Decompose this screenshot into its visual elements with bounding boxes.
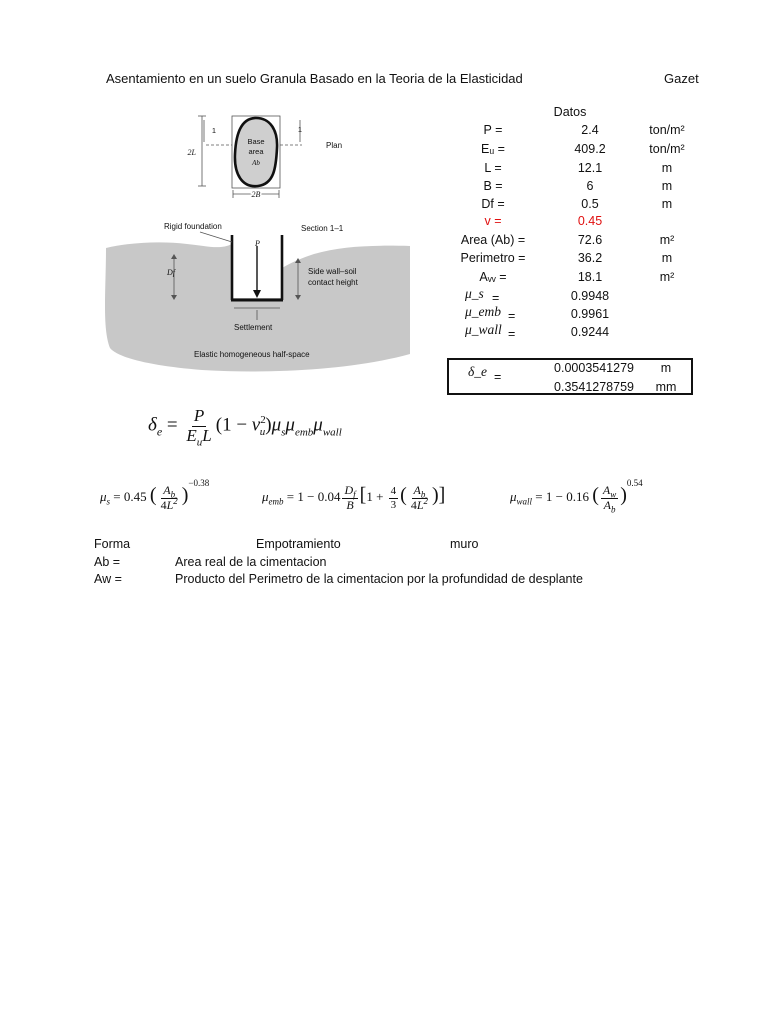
label-empotramiento: Empotramiento [256, 537, 341, 551]
datos-unit: m [661, 179, 673, 193]
mu-value: 0.9961 [570, 307, 610, 321]
side-wall-label-2: contact height [308, 278, 358, 287]
datos-unit: m² [659, 233, 675, 247]
dim-2l-label: 2L [187, 148, 196, 157]
mu-wall-formula: $\mu_{wall} = 1 - 0.16$ ( $\frac{A_w}{A_b}$ )$^{0.54}$ [510, 477, 643, 514]
datos-unit: m [661, 197, 673, 211]
plan-view [188, 116, 342, 199]
mu-equals: = [508, 309, 516, 323]
delta-e-value-m: 0.0003541279 [554, 361, 634, 375]
settlement-formula: $\delta_e$ = $\frac{P}{E_uL}$ $(1 - v^2_u)\mu_s\mu_{emb}\mu_{wall}$ [148, 406, 342, 449]
section-label: Section 1–1 [301, 224, 344, 233]
datos-value: 12.1 [577, 161, 603, 175]
datos-label: L = [484, 161, 502, 175]
plan-label: Plan [326, 141, 343, 150]
datos-value: 36.2 [577, 251, 603, 265]
load-p-label: P [255, 239, 260, 248]
datos-value: 18.1 [577, 270, 603, 284]
label-ab-key: Ab = [94, 555, 121, 569]
datos-unit: m [661, 251, 673, 265]
mu-equals: = [508, 327, 516, 341]
mu-emb-formula: $\mu_{emb} = 1 - 0.04$ $\frac{D_f}{B}$ [1 + $\frac{4}{3}$ ( $\frac{A_b}{4L^2}$ )] [262, 483, 446, 512]
datos-label: B = [483, 179, 503, 193]
section-marker-right: 1 [297, 125, 303, 134]
datos-label: v = [484, 214, 502, 228]
delta-e-symbol: δ_e [468, 364, 488, 379]
datos-label: Perimetro = [460, 251, 526, 265]
mu-equals: = [492, 291, 500, 305]
mu-value: 0.9244 [570, 325, 610, 339]
label-aw-key: Aw = [94, 572, 122, 586]
half-space-label: Elastic homogeneous half-space [194, 350, 310, 359]
delta-e-unit-mm: mm [655, 380, 677, 394]
mu-symbol: μ_s [465, 286, 484, 301]
sheet-title: Asentamiento en un suelo Granula Basado en la Teoria de la Elasticidad [106, 71, 523, 86]
datos-unit: m [661, 161, 673, 175]
mu-value: 0.9948 [570, 289, 610, 303]
mu-symbol: μ_wall [465, 322, 502, 337]
datos-label: Eᵤ = [481, 142, 505, 156]
datos-value: 6 [586, 179, 594, 193]
rigid-foundation-label: Rigid foundation [164, 222, 222, 231]
base-label-3: Ab [252, 159, 260, 167]
base-label-2: area [248, 147, 264, 156]
author-cell: Gazet [664, 71, 699, 86]
section-view [105, 222, 410, 371]
datos-label: Aᵥᵥ = [479, 270, 507, 284]
datos-unit: ton/m² [649, 123, 685, 137]
datos-value: 2.4 [581, 123, 599, 137]
df-label: Df [167, 268, 175, 277]
delta-e-value-mm: 0.3541278759 [554, 380, 634, 394]
datos-label: Df = [481, 197, 505, 211]
datos-label: Area (Ab) = [460, 233, 526, 247]
datos-unit: ton/m² [649, 142, 685, 156]
datos-value: 409.2 [574, 142, 606, 156]
datos-value: 72.6 [577, 233, 603, 247]
mu-symbol: μ_emb [465, 304, 502, 319]
dim-2b-label: 2B [251, 190, 261, 199]
datos-heading: Datos [553, 105, 587, 119]
datos-unit: m² [659, 270, 675, 284]
mu-s-formula: $\mu_s = 0.45$ ( $\frac{A_b}{4L^2}$ )$^{-0.38}$ [100, 477, 210, 512]
datos-value: 0.45 [577, 214, 603, 228]
datos-value: 0.5 [581, 197, 599, 211]
label-muro: muro [450, 537, 479, 551]
base-label-1: Base [247, 137, 265, 146]
label-forma: Forma [94, 537, 131, 551]
label-ab-desc: Area real de la cimentacion [175, 555, 327, 569]
delta-e-unit-m: m [660, 361, 672, 375]
foundation-diagram [92, 108, 422, 380]
side-wall-label-1: Side wall–soil [308, 267, 357, 276]
label-aw-desc: Producto del Perimetro de la cimentacion por la profundidad de desplante [175, 572, 583, 586]
section-marker-left: 1 [211, 126, 217, 135]
delta-e-equals: = [494, 370, 502, 384]
datos-label: P = [483, 123, 503, 137]
settlement-label: Settlement [234, 323, 273, 332]
